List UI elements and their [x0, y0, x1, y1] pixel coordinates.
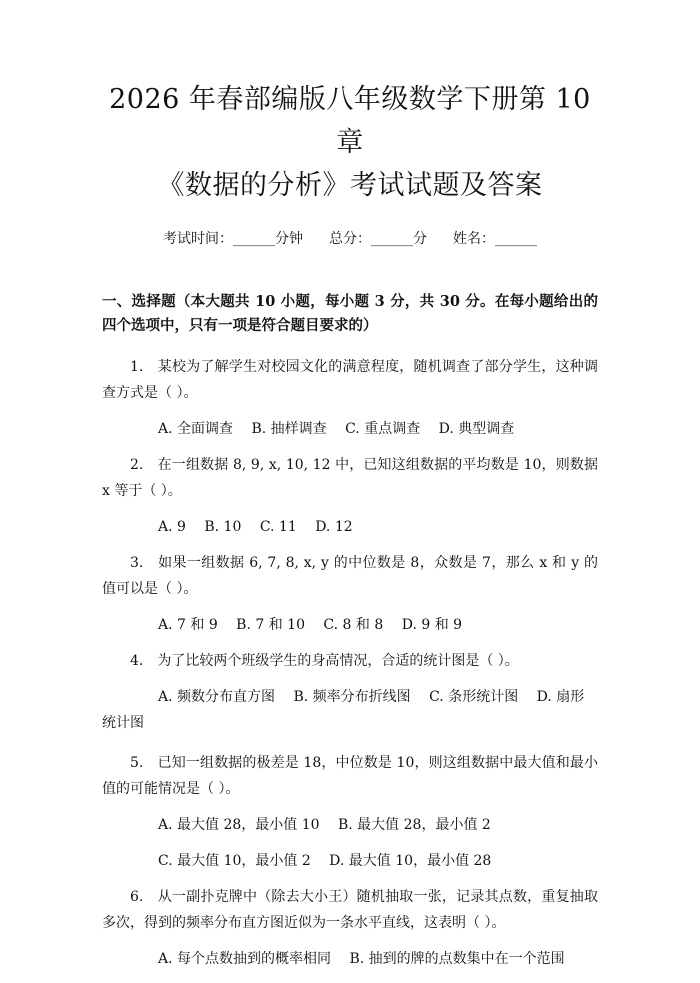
question-1-stem: 1. 某校为了解学生对校园文化的满意程度，随机调查了部分学生，这种调查方式是（ ）。 — [102, 359, 598, 401]
total-score-field: 总分：______分 — [329, 231, 427, 247]
exam-time-field: 考试时间：______分钟 — [163, 231, 303, 247]
section-heading: 一、选择题（本大题共 10 小题，每小题 3 分，共 30 分。在每小题给出的四个选项中，只有一项是符合题目要求的） — [102, 293, 598, 334]
question-6-stem: 6. 从一副扑克牌中（除去大小王）随机抽取一张，记录其点数，重复抽取多次，得到的频率分布直方图近似为一条水平直线，这表明（ ）。 — [102, 889, 598, 931]
question-5-options-line1: A. 最大值 28，最小值 10 B. 最大值 28，最小值 2 — [158, 817, 491, 833]
student-name-field: 姓名：______ — [453, 231, 537, 247]
question-3-options: A. 7 和 9 B. 7 和 10 C. 8 和 8 D. 9 和 9 — [158, 617, 463, 633]
page-subtitle: 《数据的分析》考试试题及答案 — [157, 170, 543, 201]
question-4-options: A. 频数分布直方图 B. 频率分布折线图 C. 条形统计图 D. 扇形统计图 — [102, 689, 585, 731]
question-2-stem: 2. 在一组数据 8, 9, x, 10, 12 中，已知这组数据的平均数是 10，则数据 x 等于（ ）。 — [102, 457, 598, 499]
question-3-stem: 3. 如果一组数据 6, 7, 8, x, y 的中位数是 8，众数是 7，那么 x 和 y 的值可以是（ ）。 — [102, 555, 598, 597]
exam-page — [0, 78, 700, 983]
question-4-stem: 4. 为了比较两个班级学生的身高情况，合适的统计图是（ ）。 — [130, 653, 519, 669]
question-1-options: A. 全面调查 B. 抽样调查 C. 重点调查 D. 典型调查 — [158, 421, 515, 437]
question-2-options: A. 9 B. 10 C. 11 D. 12 — [158, 519, 353, 535]
question-6-options: A. 每个点数抽到的概率相同 B. 抽到的牌的点数集中在一个范围 — [158, 951, 565, 967]
exam-info-line — [102, 228, 598, 248]
question-5-stem: 5. 已知一组数据的极差是 18，中位数是 10，则这组数据中最大值和最小值的可能情况是（ ）。 — [102, 755, 598, 797]
page-title: 2026 年春部编版八年级数学下册第 10 章 — [109, 84, 591, 158]
question-5-options-line2: C. 最大值 10，最小值 2 D. 最大值 10，最小值 28 — [158, 853, 492, 869]
